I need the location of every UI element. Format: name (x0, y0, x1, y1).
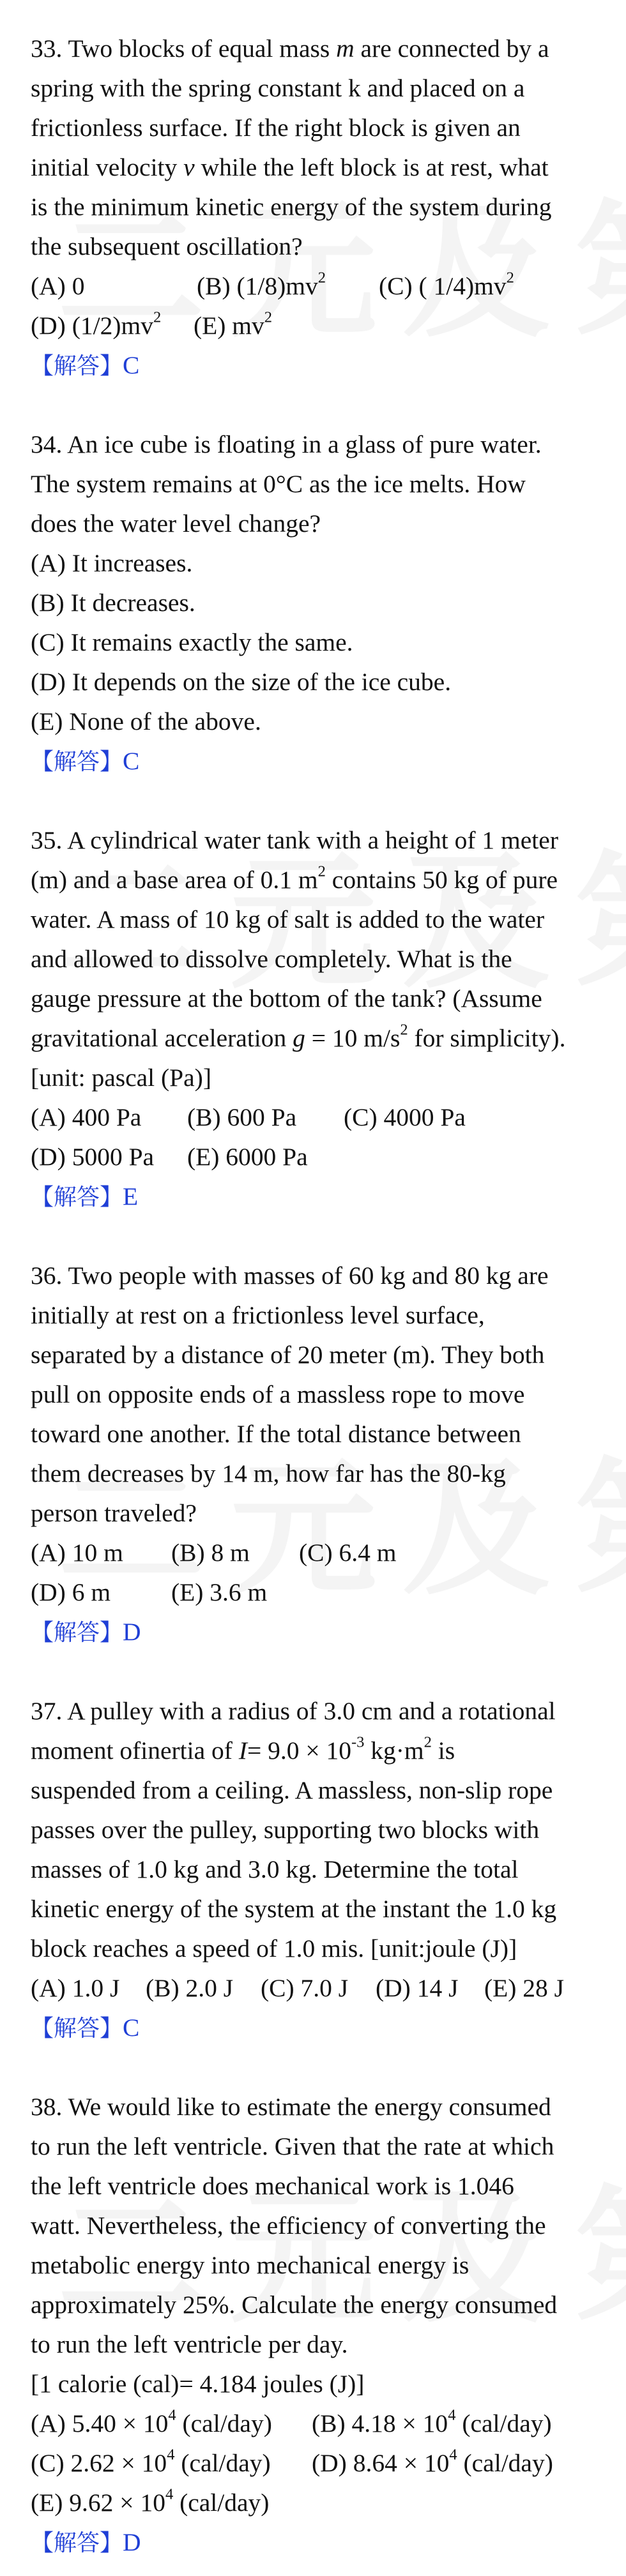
question-stem-line (31, 464, 600, 504)
question-q35 (31, 820, 600, 1217)
answer-line (31, 1177, 600, 1217)
text-run: water. A mass of 10 kg of salt is added to the water (31, 905, 545, 933)
text-run: are connected by a (354, 34, 549, 63)
text-run: (C) 6.4 m (299, 1539, 397, 1567)
question-stem-line (31, 1414, 600, 1454)
text-run: does the water level change? (31, 509, 321, 538)
answer-value: C (123, 351, 140, 379)
question-stem-line (31, 2324, 600, 2364)
text-run: contains 50 kg of pure (325, 866, 558, 894)
text-run: 34. An ice cube is floating in a glass of pure water. (31, 430, 542, 458)
text-run: while the left block is at rest, what (194, 153, 549, 181)
question-stem-line (31, 1810, 600, 1849)
answer-tag: 【解答】 (31, 1620, 123, 1646)
options-row (31, 702, 600, 741)
text-run: approximately 25%. Calculate the energy consumed (31, 2291, 558, 2319)
answer-tag: 【解答】 (31, 1184, 123, 1210)
answer-line (31, 1612, 600, 1653)
question-stem-line (31, 2087, 600, 2127)
answer-option (171, 1533, 299, 1572)
text-run: gravitational acceleration (31, 1024, 293, 1052)
options-row (31, 662, 600, 702)
question-stem-line (31, 108, 600, 147)
options-row (31, 1137, 600, 1177)
text-run: them decreases by 14 m, how far has the 80-kg (31, 1459, 506, 1488)
text-run: (A) 0 (31, 272, 85, 300)
text-run: (D) 14 J (376, 1974, 459, 2002)
text-run: passes over the pulley, supporting two blocks with (31, 1816, 540, 1844)
text-run: watt. Nevertheless, the efficiency of converting the (31, 2211, 546, 2240)
text-run: initially at rest on a frictionless level surface, (31, 1301, 485, 1329)
answer-value: C (123, 747, 140, 775)
text-run: and allowed to dissolve completely. What is the (31, 945, 512, 973)
answer-option (31, 583, 195, 622)
question-stem-line (31, 227, 600, 266)
text-run: (B) 2.0 J (146, 1974, 234, 2002)
answer-tag: 【解答】 (31, 749, 123, 775)
superscript: 2 (424, 1733, 432, 1751)
superscript: 2 (317, 862, 326, 880)
text-run: [1 calorie (cal)= 4.184 joules (J)] (31, 2370, 365, 2398)
answer-line (31, 345, 600, 386)
text-run: (C) 4000 Pa (344, 1103, 466, 1131)
answer-line (31, 741, 600, 782)
superscript: 4 (448, 2406, 456, 2424)
question-q37 (31, 1691, 600, 2049)
text-run: (C) It remains exactly the same. (31, 628, 353, 656)
text-run: (D) (1/2)mv (31, 312, 153, 340)
text-run: (A) 1.0 J (31, 1974, 120, 2002)
question-stem-line (31, 2206, 600, 2245)
text-run: (A) 5.40 × 10 (31, 2409, 169, 2437)
options-row (31, 1968, 600, 2008)
text-run: (E) None of the above. (31, 707, 261, 735)
text-run: suspended from a ceiling. A massless, non-slip rope (31, 1776, 553, 1804)
text-run: (D) 6 m (31, 1578, 111, 1606)
question-stem-line (31, 1295, 600, 1335)
text-run: the subsequent oscillation? (31, 232, 303, 260)
text-run: for simplicity). (408, 1024, 566, 1052)
text-run: kinetic energy of the system at the instant the 1.0 kg (31, 1895, 557, 1923)
answer-value: D (123, 1618, 141, 1646)
text-run: frictionless surface. If the right block is given an (31, 114, 521, 142)
answer-option (299, 1533, 397, 1572)
text-run: gauge pressure at the bottom of the tank? (Assume (31, 984, 542, 1013)
text-run: (C) 7.0 J (261, 1974, 349, 2002)
text-run: 37. A pulley with a radius of 3.0 cm and a rotational (31, 1697, 556, 1725)
text-run: separated by a distance of 20 meter (m). They both (31, 1341, 545, 1369)
question-stem-line (31, 939, 600, 979)
answer-option (197, 266, 379, 306)
options-row (31, 266, 600, 306)
text-run: moment ofinertia of (31, 1736, 239, 1765)
text-run: pull on opposite ends of a massless rope to move (31, 1380, 525, 1408)
text-run: 38. We would like to estimate the energy consumed (31, 2093, 551, 2121)
text-run: (C) ( 1/4)mv (379, 272, 507, 300)
superscript: 2 (506, 269, 514, 287)
superscript: 4 (168, 2406, 176, 2424)
italic-variable: I (238, 1736, 247, 1765)
text-run: (D) 5000 Pa (31, 1143, 155, 1171)
text-run: (B) 8 m (171, 1539, 250, 1567)
text-run: kg·m (364, 1736, 424, 1765)
question-stem-line (31, 2285, 600, 2324)
question-stem-line (31, 1058, 600, 1097)
italic-variable: v (183, 153, 195, 181)
answer-option (146, 1968, 261, 2008)
answer-option (484, 1968, 564, 2008)
superscript: 2 (400, 1021, 408, 1039)
question-stem-line (31, 2364, 600, 2404)
text-run: (cal/day) (455, 2409, 552, 2437)
superscript: 2 (317, 269, 326, 287)
answer-option (31, 1137, 187, 1177)
text-run: (cal/day) (173, 2489, 270, 2517)
question-stem-line (31, 147, 600, 187)
text-run: (cal/day) (174, 2449, 271, 2477)
answer-option (31, 1097, 187, 1137)
answer-line (31, 2008, 600, 2049)
question-stem-line (31, 68, 600, 108)
text-run: initial velocity (31, 153, 184, 181)
answer-option (312, 2443, 553, 2483)
text-run: = 9.0 × 10 (247, 1736, 351, 1765)
question-stem-line (31, 425, 600, 464)
superscript: 4 (165, 2485, 174, 2503)
text-run: block reaches a speed of 1.0 mis. [unit:joule (J)] (31, 1934, 517, 1962)
question-stem-line (31, 1770, 600, 1810)
superscript: 4 (449, 2446, 457, 2464)
question-stem-line (31, 187, 600, 227)
text-run: (E) 6000 Pa (187, 1143, 308, 1171)
text-run: (A) 400 Pa (31, 1103, 142, 1131)
question-stem-line (31, 1731, 600, 1770)
italic-variable: g (293, 1024, 305, 1052)
question-stem-line (31, 1849, 600, 1889)
text-run: [unit: pascal (Pa)] (31, 1064, 211, 1092)
text-run: (E) 28 J (484, 1974, 565, 2002)
answer-option (31, 266, 197, 306)
question-stem-line (31, 1335, 600, 1375)
options-row (31, 1097, 600, 1137)
question-q34 (31, 425, 600, 782)
options-row (31, 2483, 600, 2522)
answer-value: C (123, 2014, 140, 2042)
text-run: (B) (1/8)mv (197, 272, 318, 300)
answer-option (171, 1572, 267, 1612)
answer-option (31, 2404, 312, 2443)
question-stem-line (31, 1256, 600, 1295)
answer-option (31, 2443, 312, 2483)
question-q36 (31, 1256, 600, 1653)
question-stem-line (31, 979, 600, 1018)
superscript: 4 (167, 2446, 175, 2464)
answer-option (194, 306, 272, 345)
text-run: masses of 1.0 kg and 3.0 kg. Determine the total (31, 1855, 519, 1883)
answer-option (379, 266, 514, 306)
text-run: (E) mv (194, 312, 264, 340)
question-stem-line (31, 2166, 600, 2206)
text-run: (A) It increases. (31, 549, 193, 577)
answer-option (187, 1097, 344, 1137)
answer-option (31, 2483, 269, 2522)
text-run: (B) 4.18 × 10 (312, 2409, 448, 2437)
question-stem-line (31, 2245, 600, 2285)
text-run: (C) 2.62 × 10 (31, 2449, 167, 2477)
options-row (31, 543, 600, 583)
question-stem-line (31, 2127, 600, 2166)
question-q38 (31, 2087, 600, 2563)
text-run: (D) It depends on the size of the ice cube. (31, 668, 452, 696)
text-run: to run the left ventricle. Given that the rate at which (31, 2132, 554, 2160)
options-row (31, 622, 600, 662)
answer-option (187, 1137, 308, 1177)
question-stem-line (31, 1018, 600, 1058)
text-run: toward one another. If the total distance between (31, 1420, 521, 1448)
answer-tag: 【解答】 (31, 2015, 123, 2042)
text-run: person traveled? (31, 1499, 197, 1527)
text-run: (D) 8.64 × 10 (312, 2449, 450, 2477)
text-run: (B) It decreases. (31, 589, 195, 617)
question-stem-line (31, 504, 600, 543)
answer-line (31, 2522, 600, 2563)
answer-option (31, 306, 194, 345)
options-row (31, 306, 600, 345)
text-run: is (431, 1736, 455, 1765)
answer-option (344, 1097, 466, 1137)
answer-option (312, 2404, 552, 2443)
answer-tag: 【解答】 (31, 353, 123, 379)
question-stem-line (31, 860, 600, 900)
answer-option (31, 662, 451, 702)
text-run: (m) and a base area of 0.1 m (31, 866, 318, 894)
options-row (31, 2404, 600, 2443)
options-row (31, 1572, 600, 1612)
question-stem-line (31, 820, 600, 860)
answer-option (261, 1968, 376, 2008)
text-run: 33. Two blocks of equal mass (31, 34, 337, 63)
answer-tag: 【解答】 (31, 2530, 123, 2556)
options-row (31, 2443, 600, 2483)
options-row (31, 1533, 600, 1572)
question-stem-line (31, 29, 600, 68)
text-run: (E) 3.6 m (171, 1578, 268, 1606)
text-run: The system remains at 0°C as the ice melts. How (31, 470, 526, 498)
question-stem-line (31, 1929, 600, 1968)
text-run: spring with the spring constant k and placed on a (31, 74, 525, 102)
text-run: metabolic energy into mechanical energy is (31, 2251, 470, 2279)
answer-option (376, 1968, 484, 2008)
text-run: (E) 9.62 × 10 (31, 2489, 165, 2517)
answer-option (31, 1533, 171, 1572)
question-stem-line (31, 1454, 600, 1493)
question-stem-line (31, 1691, 600, 1731)
question-q33 (31, 29, 600, 386)
text-run: is the minimum kinetic energy of the system during (31, 193, 552, 221)
text-run: to run the left ventricle per day. (31, 2330, 348, 2358)
answer-option (31, 543, 192, 583)
answer-value: D (123, 2528, 141, 2556)
text-run: (cal/day) (176, 2409, 272, 2437)
question-stem-line (31, 1889, 600, 1929)
question-stem-line (31, 1493, 600, 1533)
superscript: 2 (264, 308, 273, 326)
answer-option (31, 1572, 171, 1612)
question-stem-line (31, 900, 600, 939)
text-run: (A) 10 m (31, 1539, 123, 1567)
text-run: 36. Two people with masses of 60 kg and 80 kg are (31, 1262, 549, 1290)
options-row (31, 583, 600, 622)
answer-value: E (123, 1182, 139, 1210)
answer-option (31, 622, 353, 662)
text-run: 35. A cylindrical water tank with a height of 1 meter (31, 826, 558, 854)
superscript: 2 (153, 308, 162, 326)
text-run: (B) 600 Pa (187, 1103, 297, 1131)
superscript: -3 (351, 1733, 365, 1751)
italic-variable: m (336, 34, 355, 63)
text-run: (cal/day) (457, 2449, 553, 2477)
text-run: = 10 m/s (305, 1024, 401, 1052)
answer-option (31, 702, 261, 741)
text-run: the left ventricle does mechanical work is 1.046 (31, 2172, 514, 2200)
question-stem-line (31, 1375, 600, 1414)
answer-option (31, 1968, 146, 2008)
